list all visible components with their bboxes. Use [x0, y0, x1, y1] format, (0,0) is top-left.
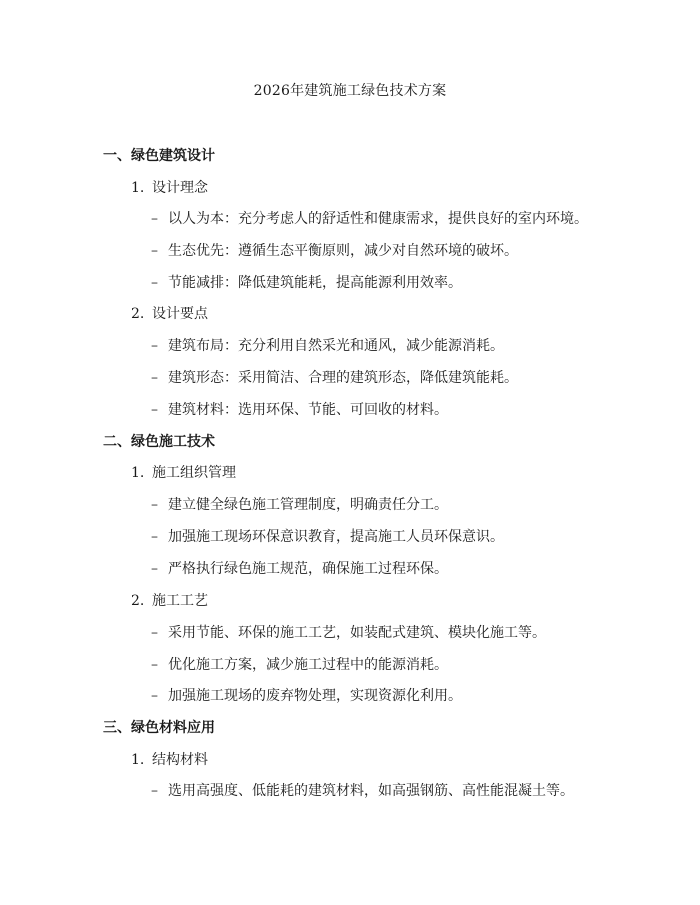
subsection-number: 1. [131, 180, 145, 196]
subsection-number: 2. [131, 306, 145, 322]
list-item: – 优化施工方案，减少施工过程中的能源消耗。 [151, 657, 448, 673]
list-item: – 以人为本：充分考虑人的舒适性和健康需求，提供良好的室内环境。 [151, 211, 588, 227]
list-item: – 建筑形态：采用简洁、合理的建筑形态，降低建筑能耗。 [151, 370, 518, 386]
subsection-heading [131, 462, 236, 482]
subsection-number: 1. [131, 752, 145, 768]
list-item: – 生态优先：遵循生态平衡原则，减少对自然环境的破坏。 [151, 243, 518, 259]
list-item: – 建立健全绿色施工管理制度，明确责任分工。 [151, 497, 448, 513]
dash-bullet-icon: – [151, 625, 158, 641]
list-item: – 加强施工现场的废弃物处理，实现资源化利用。 [151, 688, 462, 704]
subsection-heading [131, 177, 208, 197]
subsection-heading [131, 303, 208, 323]
dash-bullet-icon: – [151, 657, 158, 673]
section-heading: 一、绿色建筑设计 [103, 148, 215, 164]
dash-bullet-icon: – [151, 338, 158, 354]
section-heading: 三、绿色材料应用 [103, 720, 215, 736]
list-item: – 节能减排：降低建筑能耗，提高能源利用效率。 [151, 275, 462, 291]
dash-bullet-icon: – [151, 529, 158, 545]
dash-bullet-icon: – [151, 275, 158, 291]
dash-bullet-icon: – [151, 783, 158, 799]
dash-bullet-icon: – [151, 688, 158, 704]
subsection-label: 施工组织管理 [152, 465, 236, 481]
dash-bullet-icon: – [151, 497, 158, 513]
section-heading: 二、绿色施工技术 [103, 434, 215, 450]
list-item: – 采用节能、环保的施工工艺，如装配式建筑、模块化施工等。 [151, 625, 546, 641]
list-item: – 建筑材料：选用环保、节能、可回收的材料。 [151, 402, 448, 418]
list-item: – 建筑布局：充分利用自然采光和通风，减少能源消耗。 [151, 338, 504, 354]
list-item: – 严格执行绿色施工规范，确保施工过程环保。 [151, 561, 448, 577]
subsection-label: 结构材料 [152, 752, 208, 768]
dash-bullet-icon: – [151, 370, 158, 386]
subsection-heading [131, 590, 208, 610]
subsection-label: 施工工艺 [152, 593, 208, 609]
subsection-label: 设计要点 [152, 306, 208, 322]
subsection-heading [131, 749, 208, 769]
subsection-number: 1. [131, 465, 145, 481]
subsection-number: 2. [131, 593, 145, 609]
dash-bullet-icon: – [151, 243, 158, 259]
list-item: – 选用高强度、低能耗的建筑材料，如高强钢筋、高性能混凝土等。 [151, 783, 574, 799]
document-title: 2026年建筑施工绿色技术方案 [253, 83, 447, 99]
dash-bullet-icon: – [151, 211, 158, 227]
list-item: – 加强施工现场环保意识教育，提高施工人员环保意识。 [151, 529, 504, 545]
dash-bullet-icon: – [151, 561, 158, 577]
dash-bullet-icon: – [151, 402, 158, 418]
subsection-label: 设计理念 [152, 180, 208, 196]
